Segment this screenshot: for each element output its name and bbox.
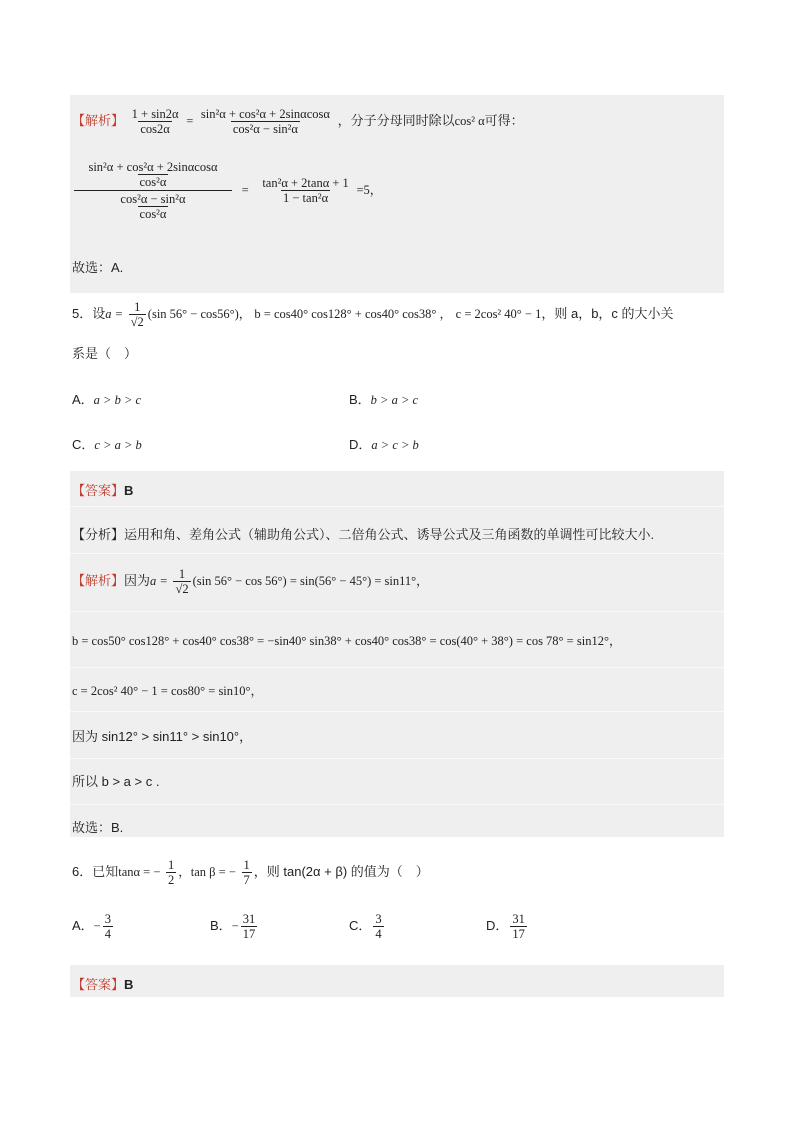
- choice-text: 故选：B.: [72, 820, 124, 835]
- fraction: $\frac{31}{17}$: [242, 912, 256, 941]
- daan-tag: 【答案】: [72, 977, 125, 992]
- jiexi-tag: 【解析】: [72, 112, 125, 128]
- solution-q4-block: [70, 95, 724, 293]
- choice-text: 故选：A.: [72, 260, 124, 275]
- solution-q5-line1: 【解析】因为a = $\frac{1}{√2}$ (sin 56° − cos 56°) = sin(56° − 45°) = sin11°，: [72, 567, 429, 596]
- question-5: 5．设a = $\frac{1}{√2}$ (sin 56° − cos56°)， b = cos40° cos128° + cos40° cos38° ， c = 2cos² 40° − 1，则 a，b，c 的大小关: [72, 300, 674, 329]
- fraction: $\frac{3}{4}$: [375, 912, 382, 941]
- answer-line: 【答案】B: [72, 483, 134, 498]
- solution-q5-because: 因为 sin12° > sin11° > sin10°，: [72, 729, 253, 744]
- fraction: $\frac{1}{√2}$: [175, 567, 189, 596]
- fraction: $\frac{1}{2}$: [168, 858, 175, 887]
- fraction: $\frac{\frac{\text{sin²α + cos²α + 2sinαcosα}}{\text{cos²α}}}{\frac{\text{cos²α − sin²α}}{\text{cos²α}}}$: [74, 159, 232, 222]
- option-c[interactable]: C．c > a > b: [72, 437, 142, 452]
- option-d[interactable]: D．a > c > b: [349, 437, 419, 452]
- fraction: $\frac{1}{7}$: [243, 858, 250, 887]
- solution-q5-c: c = 2cos² 40° − 1 = cos80° = sin10°，: [72, 684, 264, 698]
- option-c[interactable]: C． $\frac{3}{4}$: [349, 912, 382, 941]
- fenxi-tag: 【分析】: [72, 527, 125, 542]
- analysis-line: 【分析】运用和角、差角公式（辅助角公式）、二倍角公式、诱导公式及三角函数的单调性可比较大小.: [72, 527, 655, 542]
- solution-q5-b: b = cos50° cos128° + cos40° cos38° = −sin40° sin38° + cos40° cos38° = cos(40° + 38°) = cos 78° = sin12°，: [72, 634, 622, 648]
- daan-tag: 【答案】: [72, 483, 125, 498]
- option-a[interactable]: A．a > b > c: [72, 392, 142, 407]
- option-b[interactable]: B．b > a > c: [349, 392, 419, 407]
- question-6: 6．已知tanα = − $\frac{1}{2}$ ，tan β = − $\frac{1}{7}$ ，则 tan(2α + β) 的值为（ ）: [72, 858, 429, 887]
- jiexi-tag: 【解析】: [72, 572, 125, 588]
- solution-q4-complex-fraction: $\frac{\frac{\text{sin²α + cos²α + 2sinαcosα}}{\text{cos²α}}}{\frac{\text{cos²α − sin²α}}{\text{cos²α}}}$ = $\frac{\text{tan²α + 2tanα + 1}}{\text{1 − tan²α}}$ =5，: [74, 159, 382, 222]
- fraction: $\frac{\text{sin²α + cos²α + 2sinαcosα}}{\text{cos²α − sin²α}}$: [200, 107, 330, 136]
- answer-q5-block: [70, 471, 724, 837]
- fraction: $\frac{1}{√2}$: [130, 300, 144, 329]
- solution-q4-line1: 【解析】 $\frac{1 + \sin 2\alpha}{\cos 2\alpha}$ = $\frac{\text{sin²α + cos²α + 2sinαcosα}}{\text{cos²α − sin²α}}$ ，分子分母同时除以cos² α可得：: [72, 107, 524, 136]
- fraction: $\frac{1 + \sin 2\alpha}{\cos 2\alpha}$: [131, 107, 179, 136]
- option-b[interactable]: B．− $\frac{31}{17}$: [210, 912, 256, 941]
- solution-q5-so: 所以 b > a > c .: [72, 774, 160, 789]
- question-5-cont: 系是（ ）: [72, 346, 138, 361]
- option-d[interactable]: D． $\frac{31}{17}$: [486, 912, 525, 941]
- fraction: $\frac{3}{4}$: [104, 912, 111, 941]
- fraction: $\frac{31}{17}$: [512, 912, 525, 941]
- fraction: $\frac{\text{tan²α + 2tanα + 1}}{\text{1 − tan²α}}$: [262, 176, 349, 205]
- answer-line: 【答案】B: [72, 977, 134, 992]
- answer-q6-block: [70, 965, 724, 997]
- option-a[interactable]: A．− $\frac{3}{4}$: [72, 912, 111, 941]
